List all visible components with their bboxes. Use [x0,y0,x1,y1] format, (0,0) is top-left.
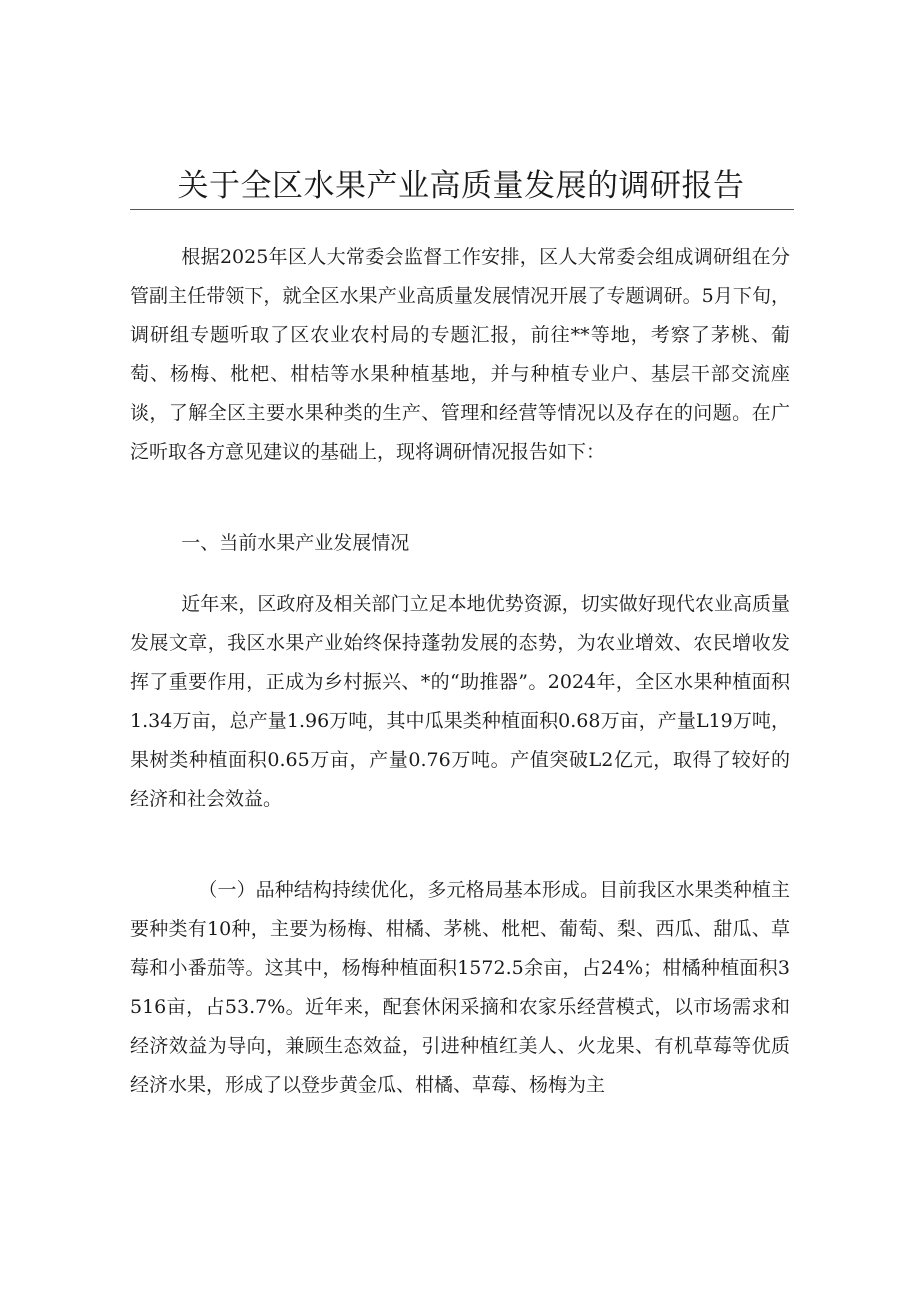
section-heading: 一、当前水果产业发展情况 [181,532,410,554]
intro-paragraph: 根据2025年区人大常委会监督工作安排，区人大常委会组成调研组在分管副主任带领下，就全区水果产业高质量发展情况开展了专题调研。5月下旬，调研组专题听取了区农业农村局的专题汇报，前往**等地，考察了茅桃、葡萄、杨梅、枇杷、柑桔等水果种植基地，并与种植专业户、基层干部交流座谈，了解全区主要水果种类的生产、管理和经营等情况以及存在的问题。在广泛听取各方意见建议的基础上，现将调研情况报告如下： [130,246,790,463]
title-underline [130,209,794,210]
document-title: 关于全区水果产业高质量发展的调研报告 [177,168,745,204]
subsection-paragraph: （一）品种结构持续优化，多元格局基本形成。目前我区水果类种植主要种类有10种，主要为杨梅、柑橘、茅桃、枇杷、葡萄、梨、西瓜、甜瓜、草莓和小番茄等。这其中，杨梅种植面积1572.5余亩，占24%；柑橘种植面积3516亩，占53.7%。近年来，配套休闲采摘和农家乐经营模式，以市场需求和经济效益为导向，兼顾生态效益，引进种植红美人、火龙果、有机草莓等优质经济水果，形成了以登步黄金瓜、柑橘、草莓、杨梅为主 [130,879,790,1096]
section-paragraph: 近年来，区政府及相关部门立足本地优势资源，切实做好现代农业高质量发展文章，我区水果产业始终保持蓬勃发展的态势，为农业增效、农民增收发挥了重要作用，正成为乡村振兴、*的“助推器”。2024年，全区水果种植面积1.34万亩，总产量1.96万吨，其中瓜果类种植面积0.68万亩，产量L19万吨，果树类种植面积0.65万亩，产量0.76万吨。产值突破L2亿元，取得了较好的经济和社会效益。 [130,593,790,810]
